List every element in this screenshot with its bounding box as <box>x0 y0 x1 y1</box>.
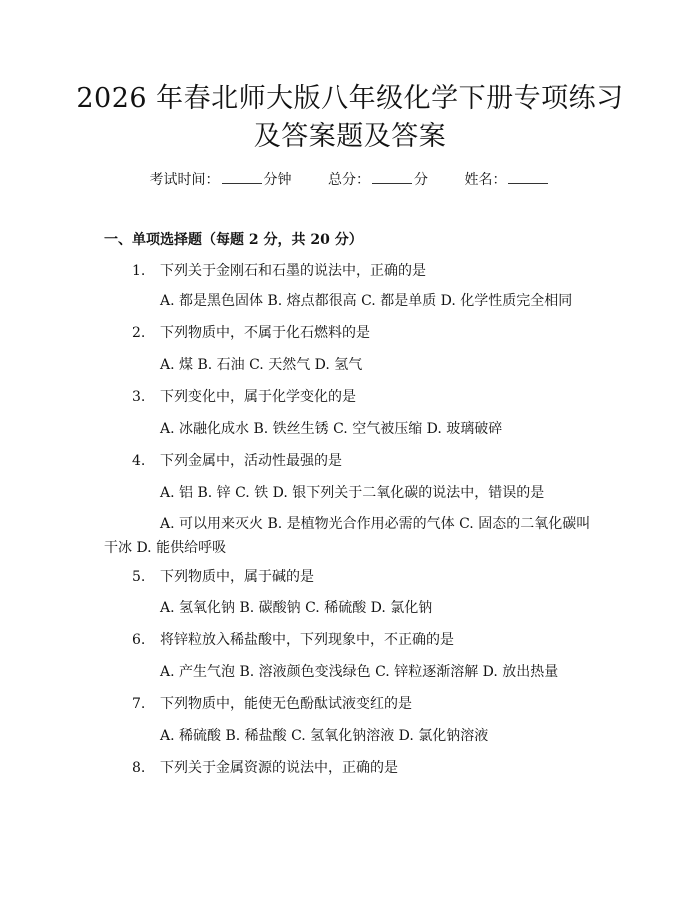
exam-info <box>0 169 700 190</box>
question-options: A. 稀硫酸 B. 稀盐酸 C. 氢氧化钠溶液 D. 氯化钠溶液 <box>160 728 489 744</box>
question-number: 5. <box>132 569 146 585</box>
question-stem <box>132 694 412 714</box>
question-number: 1. <box>132 263 146 279</box>
exam-time-label: 考试时间： <box>149 172 220 188</box>
question-number: 2. <box>132 325 146 341</box>
question-stem <box>132 567 314 587</box>
question-number: 6. <box>132 632 146 648</box>
question-text: 下列物质中，属于碱的是 <box>160 569 314 585</box>
question-number: 3. <box>132 389 146 405</box>
question-text: 下列变化中，属于化学变化的是 <box>160 389 356 405</box>
question-stem <box>132 323 370 343</box>
title-line-2: 及答案题及答案 <box>253 121 447 152</box>
name-field <box>464 169 550 190</box>
question-options: A. 产生气泡 B. 溶液颜色变浅绿色 C. 锌粒逐渐溶解 D. 放出热量 <box>160 664 559 680</box>
question-options: A. 氢氧化钠 B. 碳酸钠 C. 稀硫酸 D. 氯化钠 <box>160 600 433 616</box>
section-title: 一、单项选择题（每题 2 分，共 20 分） <box>104 232 363 248</box>
question-options: A. 都是黑色固体 B. 熔点都很高 C. 都是单质 D. 化学性质完全相同 <box>160 293 573 309</box>
exam-time-unit: 分钟 <box>263 172 292 188</box>
question-options-wrapped: A. 可以用来灭火 B. 是植物光合作用必需的气体 C. 固态的二氧化碳叫干冰 D. 能供给呼吸 <box>104 516 591 556</box>
total-score-label: 总分： <box>328 172 370 188</box>
question-stem <box>132 630 454 650</box>
question-stem <box>132 261 426 281</box>
question-text: 下列关于金属资源的说法中，正确的是 <box>160 760 398 776</box>
question-text: 下列关于金刚石和石墨的说法中，正确的是 <box>160 263 426 279</box>
name-label: 姓名： <box>464 172 507 188</box>
question-number: 7. <box>132 696 146 712</box>
question-number: 8. <box>132 760 146 776</box>
total-score-unit: 分 <box>414 172 428 188</box>
question-text: 下列金属中，活动性最强的是 <box>160 453 342 469</box>
total-score-field <box>328 169 428 190</box>
question-stem <box>132 451 342 471</box>
question-stem <box>132 387 356 407</box>
question-options: A. 冰融化成水 B. 铁丝生锈 C. 空气被压缩 D. 玻璃破碎 <box>160 421 503 437</box>
name-blank[interactable] <box>508 169 548 184</box>
question-stem <box>132 758 398 778</box>
question-options: A. 煤 B. 石油 C. 天然气 D. 氢气 <box>160 357 363 373</box>
question-number: 4. <box>132 453 146 469</box>
title-line-1: 2026 年春北师大版八年级化学下册专项练习 <box>76 83 624 114</box>
exam-time-blank[interactable] <box>222 169 262 184</box>
question-text: 将锌粒放入稀盐酸中，下列现象中，不正确的是 <box>160 632 454 648</box>
document-title <box>40 80 660 156</box>
question-text: 下列物质中，能使无色酚酞试液变红的是 <box>160 696 412 712</box>
question-options: A. 铝 B. 锌 C. 铁 D. 银下列关于二氧化碳的说法中，错误的是 <box>160 485 545 501</box>
question-text: 下列物质中，不属于化石燃料的是 <box>160 325 370 341</box>
total-score-blank[interactable] <box>372 169 412 184</box>
exam-time-field <box>150 169 292 190</box>
